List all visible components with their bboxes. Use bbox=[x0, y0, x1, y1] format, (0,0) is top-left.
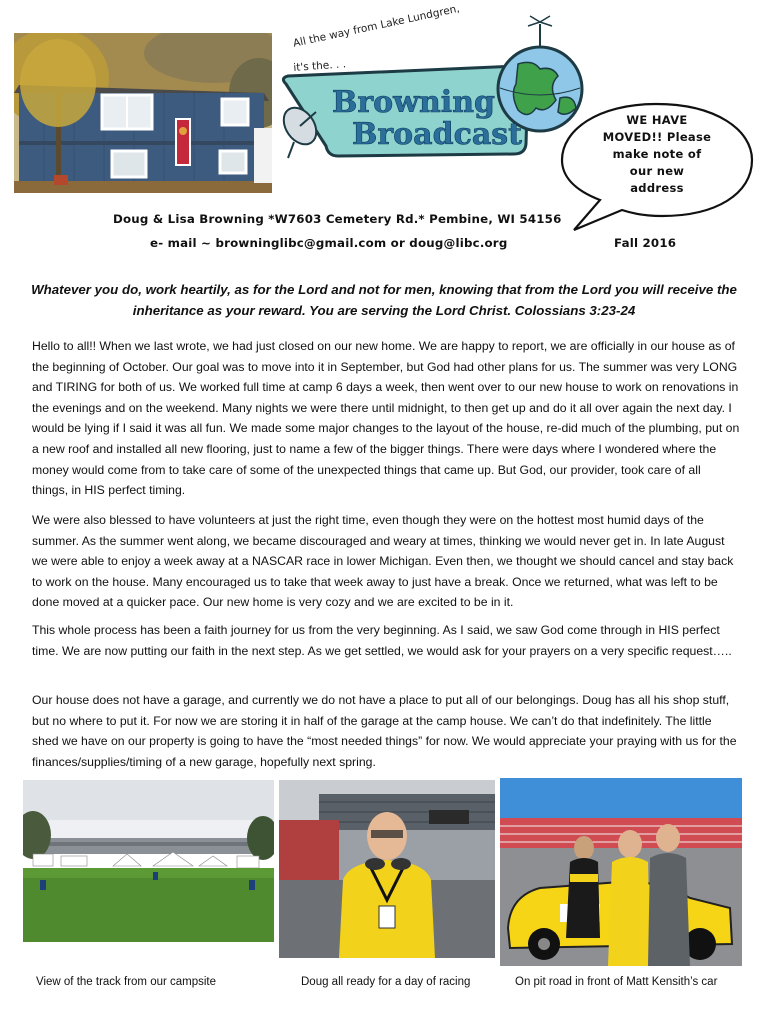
moved-notice: WE HAVE MOVED!! Please make note of our new address bbox=[602, 113, 712, 195]
paragraph: Our house does not have a garage, and currently we do not have a place to put all of our belongings. Doug has all his shop stuff, but no where to put it. For now we are storing it in half of the garage at the camp house. We can’t do that indefinitely. The little shed we have on our property is going to have the “most needed things” for now. We would appreciate your praying with us for the finances/supplies/timing of a new garage, hopefully next spring. bbox=[32, 693, 737, 769]
pit-road-photo bbox=[500, 778, 742, 966]
house-photo bbox=[14, 33, 272, 193]
paragraph: This whole process has been a faith journey for us from the very beginning. As I said, we saw God come through in HIS perfect time. We are now putting our faith in the next step. As we get settled, we would ask for your prayers on a very specific request….. bbox=[32, 623, 732, 658]
paragraph: Hello to all!! When we last wrote, we had just closed on our new home. We are happy to report, we are officially in our house as of the beginning of October. Our goal was to move into it in September, but God had other plans for us. The summer was very LONG and TIRING for both of us. We worked full time at camp 6 days a week, then went over to our new house to work on renovations in the evenings and on the weekend. Many nights we were there until midnight, to then get up and do it all over again the next day. I would be lying if I said it was all fun. We made some major changes to the layout of the house, re-did much of the plumbing, put on a new roof and installed all new flooring, just to name a few of the bigger things. There were days where I wondered where the money would come from to take care of some of the unexpected things that came up. But God, our provider, took care of all things, in HIS perfect timing. bbox=[32, 339, 740, 498]
track-view-photo bbox=[23, 780, 274, 942]
email-line: e- mail ~ browninglibc@gmail.com or doug@libc.org bbox=[150, 236, 508, 250]
logo-word-1: Browning bbox=[332, 85, 495, 120]
photo-caption: Doug all ready for a day of racing bbox=[301, 976, 471, 988]
scripture-verse: Whatever you do, work heartily, as for the Lord and not for men, knowing that from the Lord you will receive the inheritance as your reward. You are serving the Lord Christ. Colossians 3:23-24 bbox=[31, 282, 737, 318]
doug-racing-photo bbox=[279, 780, 495, 958]
logo-word-2: Broadcast bbox=[352, 117, 523, 152]
mailing-address: Doug & Lisa Browning *W7603 Cemetery Rd.* Pembine, WI 54156 bbox=[113, 212, 562, 226]
logo-tagline-1: All the way from Lake Lundgren, bbox=[292, 2, 461, 50]
photo-caption: On pit road in front of Matt Kensith’s car bbox=[515, 976, 718, 988]
logo-tagline-2: it's the. . . bbox=[293, 58, 347, 74]
issue-date: Fall 2016 bbox=[614, 236, 677, 250]
paragraph: We were also blessed to have volunteers at just the right time, even though they were on the hottest most humid days of the summer. As the summer went along, we became discouraged and weary at times, thinking we would never get in. In late August we were able to enjoy a week away at a NASCAR race in lower Michigan. Even then, we thought we should cancel and stay back to work on the house. Many encouraged us to take that week away to just have a break. Once we returned, what was left to be done moved at a quicker pace. Our new home is very cozy and we are excited to be in it. bbox=[32, 513, 734, 610]
photo-caption: View of the track from our campsite bbox=[36, 976, 217, 988]
